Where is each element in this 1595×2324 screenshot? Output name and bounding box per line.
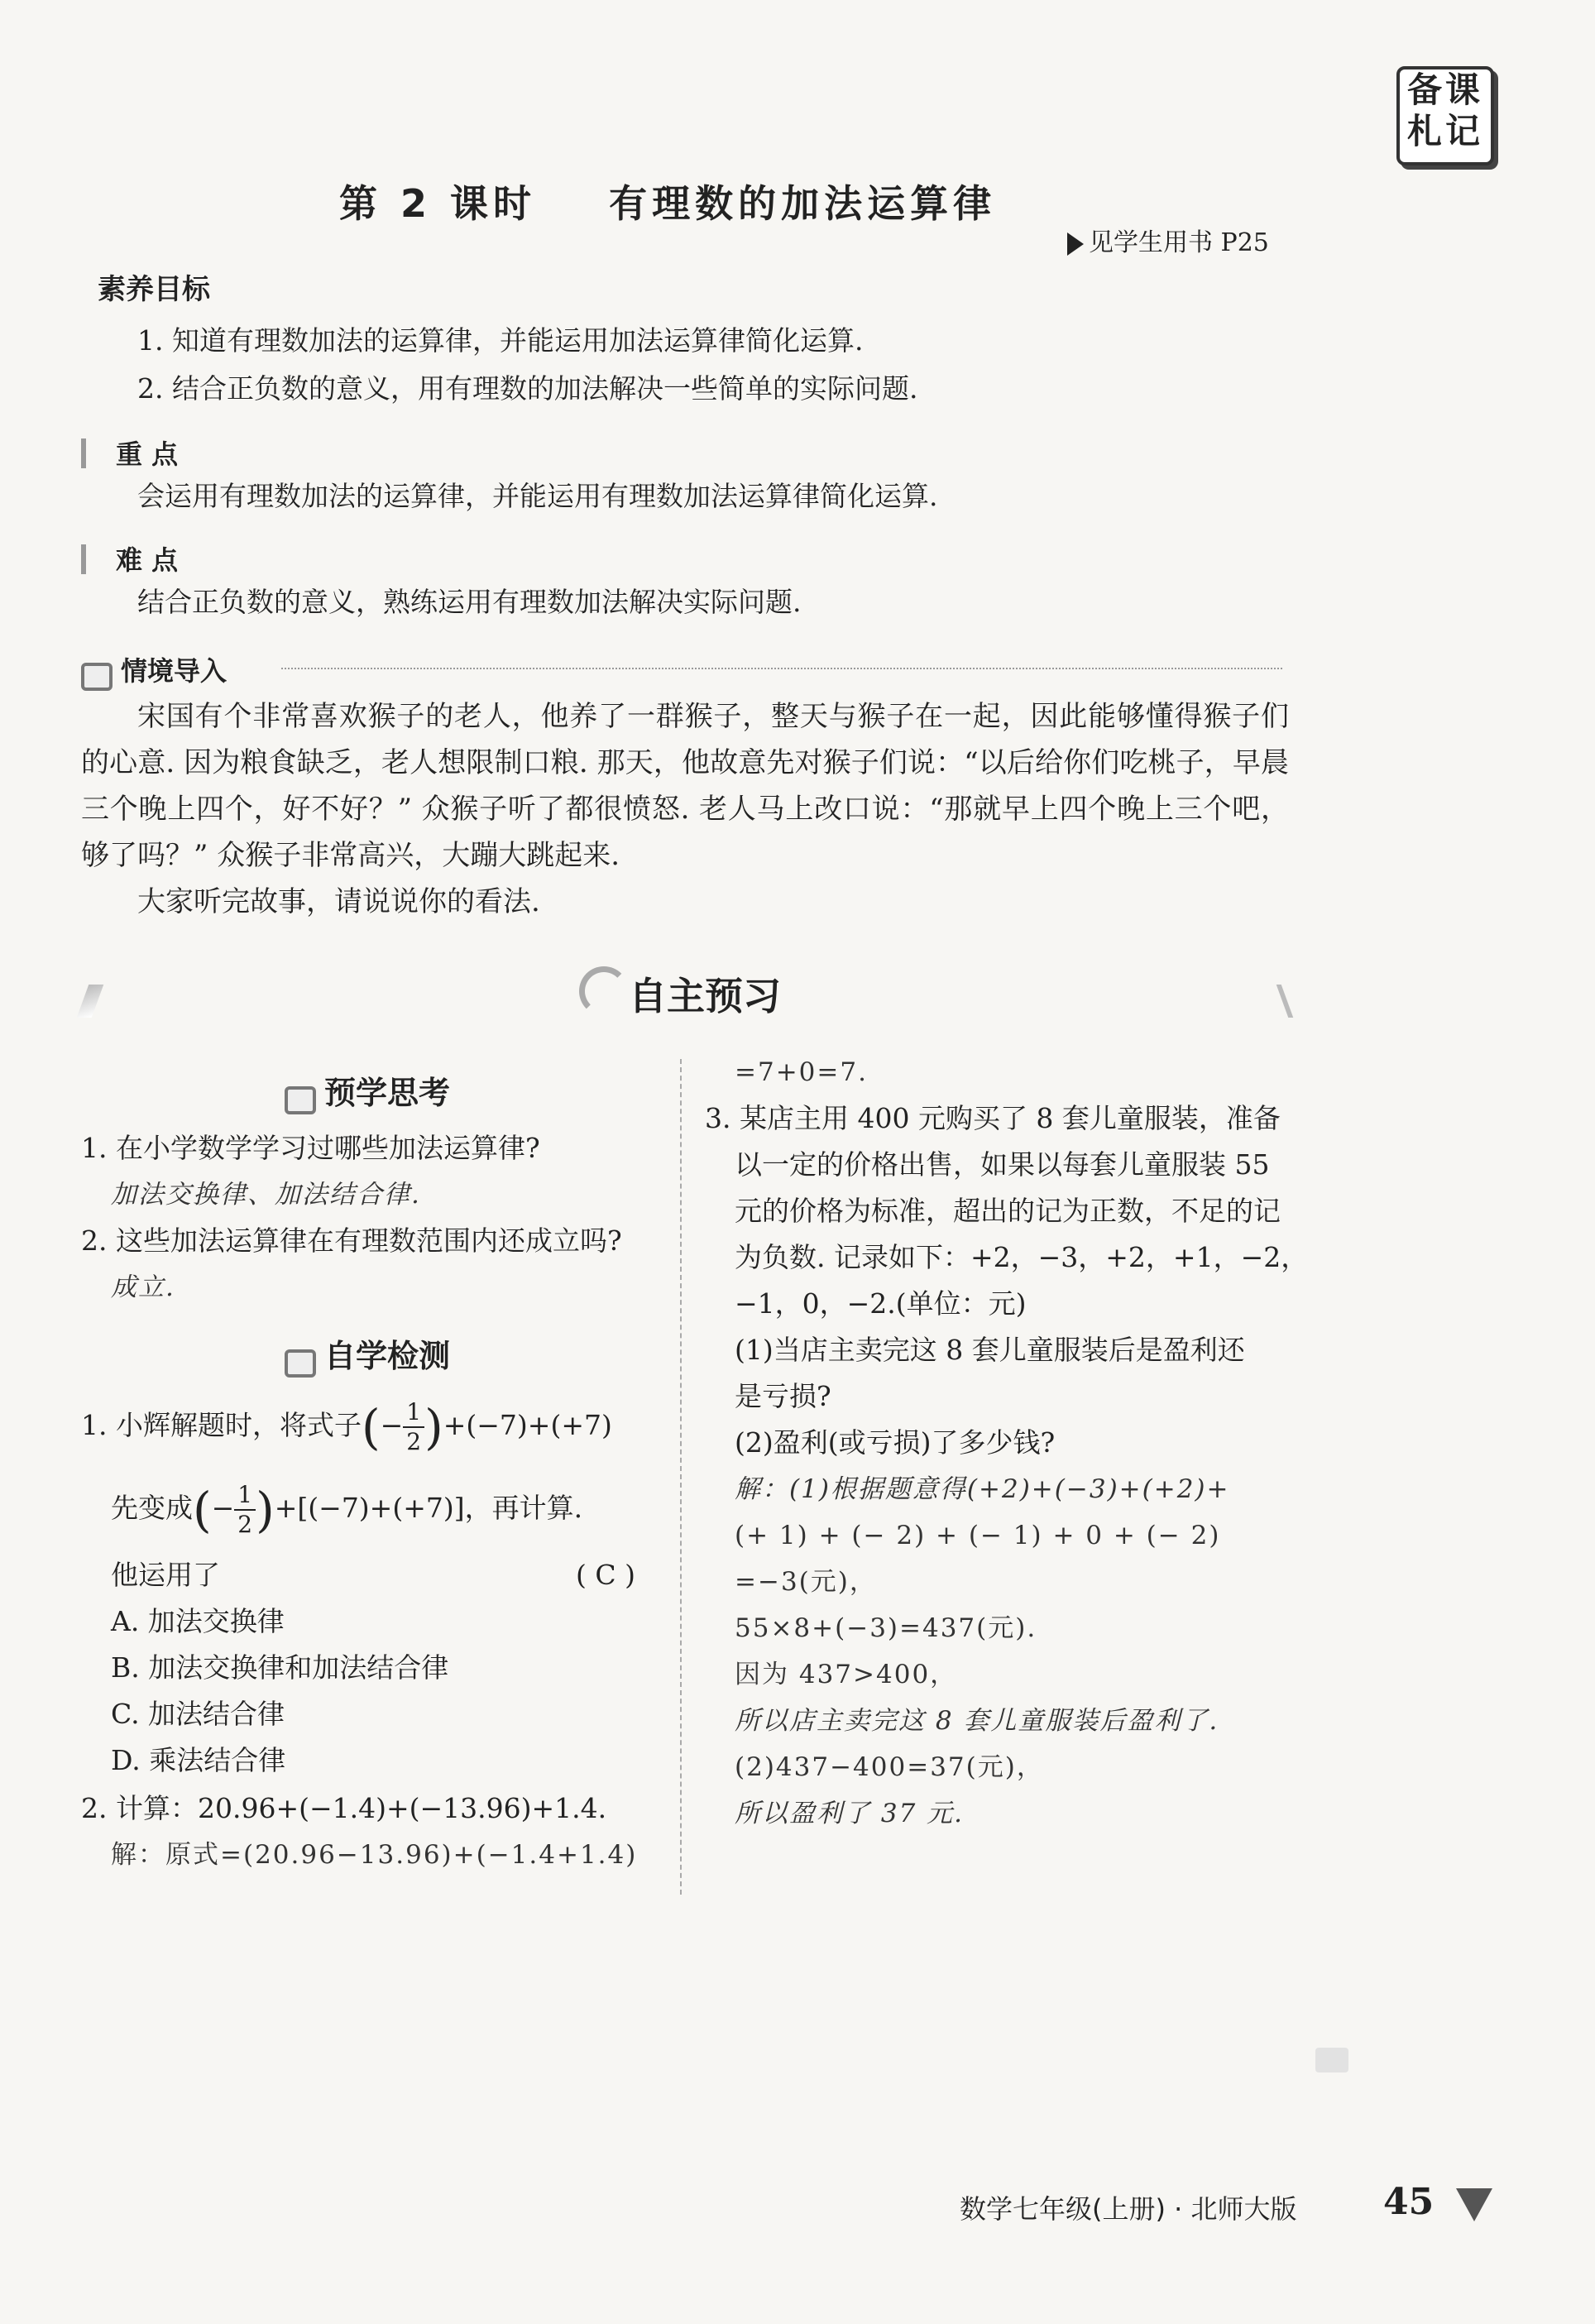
self-check-q1-line3: 他运用了 [111, 1559, 220, 1591]
q3-solution-line-8: 所以盈利了 37 元. [735, 1799, 965, 1828]
q3-solution-line-7: (2)437−400=37(元)， [735, 1752, 1044, 1782]
q3-line-6: (1)当店主卖完这 8 套儿童服装后是盈利还 [735, 1334, 1245, 1366]
q3-line-1: 3. 某店主用 400 元购买了 8 套儿童服装，准备 [705, 1102, 1281, 1134]
scan-blemish [1315, 2048, 1348, 2072]
half-fraction [403, 1398, 424, 1456]
book-title-footer: 数学七年级(上册) · 北师大版 [960, 2193, 1297, 2225]
student-book-ref [1067, 222, 1269, 258]
self-check-q2: 2. 计算：20.96+(−1.4)+(−13.96)+1.4. [81, 1792, 607, 1824]
key-point-bar [81, 438, 86, 468]
scenario-heading: 情境导入 [121, 655, 228, 687]
scenario-divider [281, 668, 1282, 669]
note-stamp [1396, 66, 1494, 165]
pre-think-q1: 1. 在小学数学学习过哪些加法运算律? [81, 1132, 540, 1164]
key-point-heading: 重 点 [116, 438, 179, 470]
arc-decoration-icon [579, 966, 629, 1016]
frac-den: 2 [406, 1428, 422, 1455]
self-check-q1-answer: ( C ) [576, 1559, 635, 1591]
scenario-story [81, 693, 1289, 925]
scenario-paragraph-1: 宋国有个非常喜欢猴子的老人，他养了一群猴子，整天与猴子在一起，因此能够懂得猴子们的心意. 因为粮食缺乏，老人想限制口粮. 那天，他故意先对猴子们说：“以后给你们吃桃子，早晨三个晚上四个，好不好？” 众猴子听了都很愤怒. 老人马上改口说：“那就早上四个晚上三个吧，够了吗？” 众猴子非常高兴，大蹦大跳起来. [81, 700, 1289, 872]
self-check-q1-line2: 先变成(− $\frac{1}{2}$ )+[(−7)+(+7)]，再计算. [111, 1481, 583, 1538]
q1-line2-rest: +[(−7)+(+7)]，再计算. [274, 1492, 583, 1524]
difficulty-bar [81, 544, 86, 574]
self-check-icon [285, 1349, 316, 1378]
q1-line2-prefix: 先变成 [111, 1492, 193, 1524]
q3-line-5: −1，0，−2.(单位：元) [735, 1287, 1027, 1320]
difficulty-heading: 难 点 [116, 544, 179, 576]
q3-solution-line-4: 55×8+(−3)=437(元). [735, 1613, 1037, 1643]
q3-line-8: (2)盈利(或亏损)了多少钱? [735, 1426, 1056, 1459]
q3-solution-line-5: 因为 437>400， [735, 1660, 958, 1689]
lesson-title: 第 2 课时 有理数的加法运算律 [339, 181, 997, 226]
pre-think-header [285, 1067, 450, 1114]
option-c: C. 加法结合律 [111, 1698, 285, 1730]
column-divider [680, 1059, 682, 1895]
ref-text: 见学生用书 P25 [1089, 228, 1269, 257]
difficulty-text: 结合正负数的意义，熟练运用有理数加法解决实际问题. [137, 586, 802, 618]
q3-line-2: 以一定的价格出售，如果以每套儿童服装 55 [735, 1148, 1270, 1181]
q3-solution-line-2: (+ 1) + (− 2) + (− 1) + 0 + (− 2) [735, 1521, 1221, 1550]
self-check-q2-solution: 解：原式=(20.96−13.96)+(−1.4+1.4) [111, 1840, 638, 1870]
scenario-header [81, 650, 227, 691]
left-decoration [77, 985, 104, 1018]
frac-num: 1 [403, 1398, 424, 1428]
goals-heading: 素养目标 [98, 273, 210, 306]
pre-think-a1: 加法交换律、加法结合律. [111, 1180, 421, 1210]
q3-line-7: 是亏损? [735, 1380, 831, 1412]
frac-num-2: 1 [234, 1481, 256, 1511]
triangle-arrow-icon [1067, 232, 1084, 256]
option-d: D. 乘法结合律 [111, 1744, 286, 1776]
pre-think-icon [285, 1086, 316, 1114]
section-title: 自主预习 [629, 974, 781, 1018]
q3-solution-line-3: =−3(元)， [735, 1567, 877, 1597]
self-check-header [285, 1330, 450, 1378]
option-a: A. 加法交换律 [111, 1605, 285, 1637]
scenario-paragraph-2: 大家听完故事，请说说你的看法. [137, 885, 540, 918]
page-number: 45 [1383, 2181, 1435, 2223]
stamp-line-1: 备课 [1406, 69, 1483, 110]
solution-continued: =7+0=7. [735, 1057, 868, 1087]
q3-solution-line-1: 解：(1)根据题意得(+2)+(−3)+(+2)+ [735, 1474, 1230, 1504]
key-point-text: 会运用有理数加法的运算律，并能运用有理数加法运算律简化运算. [137, 480, 938, 512]
stamp-line-2: 札记 [1406, 111, 1483, 151]
goal-item-2: 2. 结合正负数的意义，用有理数的加法解决一些简单的实际问题. [137, 372, 918, 405]
goal-item-1: 1. 知道有理数加法的运算律，并能运用加法运算律简化运算. [137, 324, 864, 357]
frac-den-2: 2 [237, 1511, 253, 1538]
option-b: B. 加法交换律和加法结合律 [111, 1651, 449, 1684]
self-check-heading: 自学检测 [324, 1338, 451, 1374]
q3-line-3: 元的价格为标准，超出的记为正数，不足的记 [735, 1195, 1281, 1227]
pre-think-a2: 成立. [111, 1272, 175, 1302]
pre-think-heading: 预学思考 [324, 1075, 451, 1111]
q1-prefix: 1. 小辉解题时，将式子 [81, 1409, 362, 1441]
q3-solution-line-6: 所以店主卖完这 8 套儿童服装后盈利了. [735, 1706, 1219, 1736]
q3-line-4: 为负数. 记录如下：+2，−3，+2，+1，−2， [735, 1241, 1309, 1273]
scenario-icon [81, 663, 113, 691]
pre-think-q2: 2. 这些加法运算律在有理数范围内还成立吗? [81, 1224, 622, 1257]
right-decoration [1243, 985, 1294, 1018]
self-check-q1-line1: 1. 小辉解题时，将式子(− $\frac{1}{2}$ )+(−7)+(+7) [81, 1398, 612, 1455]
half-fraction-2 [234, 1481, 256, 1539]
corner-triangle-icon [1456, 2188, 1492, 2221]
q1-rest: +(−7)+(+7) [443, 1409, 612, 1441]
